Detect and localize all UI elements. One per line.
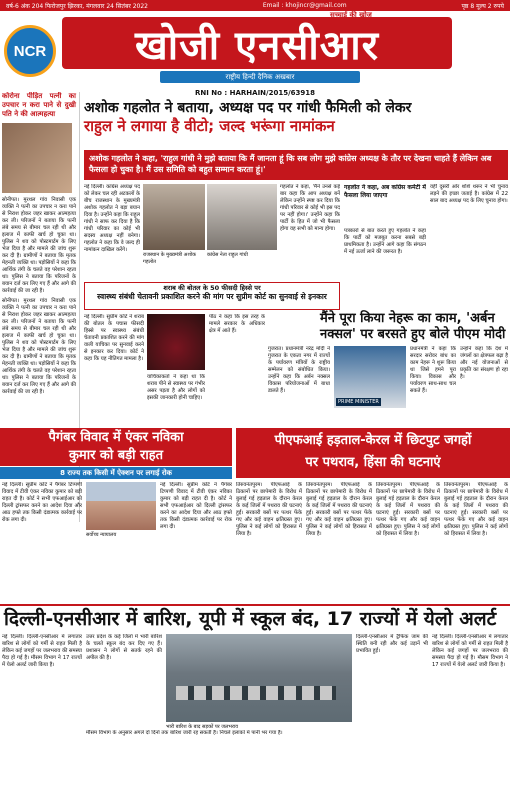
- modi-col2: प्रधानमंत्री ने कहा कि सरदार सरोवर बांध का काम नेहरू ने शुरू किया था जिसे हमने पूरा किया। विकास और पर्यावरण साथ-साथ चल सकते हैं।: [410, 346, 456, 394]
- navika-subheadline: 8 राज्य तक किसी में ऐक्शन पर लगाई रोक: [0, 467, 232, 479]
- photo-caption-1: राजस्थान के मुख्यमंत्री अशोक गहलोत: [143, 252, 196, 265]
- side-text-2: सोनीपत। मुरथल गांव निवासी एक व्यक्ति ने पत्नी का उपचार न करा पाने से निराश होकर जहर खाकर आत्महत्या कर ली। परिजनों ने बताया कि पत्नी लंबे समय से बीमार चल रही थी और इलाज में काफी खर्च हो चुका था। पुलिस ने शव को पोस्टमार्टम के लिए भेज दिया है और मामले की जांच शुरू कर दी है। ग्रामीणों ने बताया कि मृतक मेहनती व्यक्ति था। पड़ोसियों ने कहा कि आर्थिक तंगी के चलते वह परेशान रहता था। पुलिस ने बताया कि परिजनों के बयान दर्ज कर लिए गए हैं और आगे की कार्रवाई की जा रही है।: [2, 298, 76, 395]
- traffic-cars: [176, 686, 336, 700]
- supreme-court-photo: [86, 482, 156, 530]
- pfi-col4: तिरुवनंतपुरम। पीएफआई के ठिकानों पर छापेमारी के विरोध में बुलाई गई हड़ताल के दौरान केरल के कई जिलों में पथराव की घटनाएं हुईं। सरकारी बसों पर पत्थर फेंके गए और कई वाहन क्षतिग्रस्त हुए। पुलिस ने कई लोगों को हिरासत में लिया है।: [444, 482, 508, 537]
- modi-col1: गुजरात। प्रधानमंत्री नरेंद्र मोदी ने गुजरात के एकता नगर में राज्यों के पर्यावरण मंत्रियों के राष्ट्रीय सम्मेलन को संबोधित किया। उन्होंने कहा कि अर्बन नक्सल विकास परियोजनाओं में बाधा डालते हैं।: [268, 346, 330, 394]
- email-text: Email : khojincr@gmail.com: [262, 2, 347, 9]
- wine-glass-photo: [147, 314, 205, 370]
- issue-info: वर्ष-6 अंक 204 फिरोजपुर झिरका, मंगलवार 24 सितंबर 2022: [6, 2, 148, 10]
- flooded-road-photo: [166, 634, 352, 722]
- modi-photo: [334, 346, 406, 408]
- rni-number: RNI No : HARHAIN/2015/63918: [195, 89, 315, 97]
- weather-col4: दिल्ली-एनसीआर में ट्रैफिक जाम की स्थिति बनी रही और कई उड़ानें भी प्रभावित हुईं।: [356, 634, 428, 654]
- modi-headline: मैंने पूरा किया नेहरू का काम, 'अर्बन नक्सल' पर बरसते हुए बोले पीएम मोदी: [320, 311, 506, 342]
- flooded-road-caption: भारी बारिश के बाद सड़कों पर जलभराव: [166, 724, 239, 730]
- pfi-headline: [236, 428, 510, 478]
- alcohol-col2: याचिकाकर्ता ने कहा था कि शराब पीने से स्वास्थ्य पर गंभीर असर पड़ता है और लोगों को इसकी जानकारी होनी चाहिए।: [147, 374, 205, 401]
- weather-headline: दिल्ली-एनसीआर में बारिश, यूपी में स्कूल बंद, 17 राज्यों में येलो अलर्ट: [0, 604, 510, 630]
- weather-col2: उत्तर प्रदेश के कई जिलों में भारी बारिश के चलते स्कूल बंद कर दिए गए हैं। प्रशासन ने लोगों से सतर्क रहने की अपील की है।: [86, 634, 162, 661]
- alcohol-col1: नई दिल्ली। सुप्रीम कोर्ट ने शराब की बोतल के पचास फीसदी हिस्से पर स्वास्थ्य संबंधी चेतावनी प्रकाशित करने की मांग वाली याचिका पर सुनवाई करने से इनकार कर दिया। कोर्ट ने कहा कि यह नीतिगत मामला है।: [84, 314, 144, 362]
- story1-col4: वहीं दूसरी ओर शशि थरूर ने भी चुनाव लड़ने की इच्छा जताई है। कांग्रेस में 22 साल बाद अध्यक्ष पद के लिए चुनाव होगा।: [430, 184, 508, 204]
- modi-col3: उन्होंने कहा कि देश में जंगलों का क्षेत्रफल बढ़ा है और नई योजनाओं से प्रकृति का संरक्षण हो रहा है।: [460, 346, 508, 380]
- page-price: पृष्ठ 8 मूल्य 2 रुपये: [461, 2, 504, 10]
- story1-col2: गहलोत ने कहा, 'मैंने उनसे कई बार कहा कि आप अध्यक्ष बनें लेकिन उन्होंने स्पष्ट कर दिया कि गांधी परिवार से कोई भी इस पद पर नहीं होगा।' उन्होंने कहा कि पार्टी के हित में जो भी फैसला होगा वह सभी को मान्य होगा।: [280, 184, 340, 232]
- weather-col5: नई दिल्ली। दिल्ली-एनसीआर में लगातार बारिश से लोगों को गर्मी से राहत मिली है लेकिन कई जगहों पर जलभराव की समस्या पैदा हो गई है। मौसम विभाग ने 17 राज्यों में येलो अलर्ट जारी किया है।: [432, 634, 508, 668]
- pfi-col3: तिरुवनंतपुरम। पीएफआई के ठिकानों पर छापेमारी के विरोध में बुलाई गई हड़ताल के दौरान केरल के कई जिलों में पथराव की घटनाएं हुईं। सरकारी बसों पर पत्थर फेंके गए और कई वाहन क्षतिग्रस्त हुए। पुलिस ने कई लोगों को हिरासत में लिया है।: [376, 482, 440, 537]
- weather-col3: मौसम विभाग के अनुसार अगले दो दिनों तक बारिश जारी रह सकती है। निचले इलाकों में पानी भर गया है।: [86, 730, 283, 736]
- story1-col3: पत्रकारों से बात करते हुए गहलोत ने कहा कि पार्टी को मजबूत करना सबसे बड़ी प्राथमिकता है। उन्होंने आगे कहा कि संगठन में नई ऊर्जा लाने की जरूरत है।: [344, 228, 426, 255]
- gehlot-photo: [143, 184, 205, 250]
- lead-headline-line1: अशोक गहलोत ने बताया, अध्यक्ष पद पर गांधी फैमिली को लेकर: [84, 100, 412, 116]
- side-text: सोनीपत। मुरथल गांव निवासी एक व्यक्ति ने पत्नी का उपचार न करा पाने से निराश होकर जहर खाकर आत्महत्या कर ली। परिजनों ने बताया कि पत्नी लंबे समय से बीमार चल रही थी और इलाज में काफी खर्च हो चुका था। पुलिस ने शव को पोस्टमार्टम के लिए भेज दिया है और मामले की जांच शुरू कर दी है। ग्रामीणों ने बताया कि मृतक मेहनती व्यक्ति था। पड़ोसियों ने कहा कि आर्थिक तंगी के चलते वह परेशान रहता था। पुलिस ने बताया कि परिजनों के बयान दर्ज कर लिए गए हैं और आगे की कार्रवाई की जा रही है।: [2, 197, 76, 294]
- side-photo: [2, 123, 72, 193]
- supreme-court-caption: सर्वोच्च न्यायालय: [86, 532, 117, 538]
- story1-highlight: गहलोत ने कहा, अब कांग्रेस कमेटी में फैसला लिया जाएगा: [344, 184, 426, 199]
- sub-tagline: राष्ट्रीय हिन्दी दैनिक अखबार: [160, 71, 360, 83]
- story1-col1: नई दिल्ली। कांग्रेस अध्यक्ष पद को लेकर चल रही अटकलों के बीच राजस्थान के मुख्यमंत्री अशोक गहलोत ने बड़ा बयान दिया है। उन्होंने कहा कि राहुल गांधी ने साफ कर दिया है कि गांधी परिवार का कोई भी सदस्य अध्यक्ष नहीं बनेगा। गहलोत ने कहा कि वे जल्द ही नामांकन दाखिल करेंगे।: [84, 184, 140, 253]
- lead-story-headline: [84, 100, 506, 135]
- pfi-headline-line2: पर पथराव, हिंसा की घटनाएं: [305, 455, 441, 470]
- tagline: सच्चाई की खोज: [330, 11, 372, 19]
- navika-text-2: नई दिल्ली। सुप्रीम कोर्ट ने पैगंबर टिप्पणी विवाद में टीवी एंकर नविका कुमार को बड़ी राहत दी है। कोर्ट ने सभी एफआईआर को दिल्ली ट्रांसफर करने का आदेश दिया और आठ हफ्ते तक किसी दंडात्मक कार्रवाई पर रोक लगा दी।: [160, 482, 232, 530]
- navika-headline-line2: कुमार को बड़ी राहत: [68, 448, 164, 463]
- navika-text: नई दिल्ली। सुप्रीम कोर्ट ने पैगंबर टिप्पणी विवाद में टीवी एंकर नविका कुमार को बड़ी राहत दी है। कोर्ट ने सभी एफआईआर को दिल्ली ट्रांसफर करने का आदेश दिया और आठ हफ्ते तक किसी दंडात्मक कार्रवाई पर रोक लगा दी।: [2, 482, 82, 523]
- side-headline: कोरोना पीड़ित पत्नी का उपचार न करा पाने से दुखी पति ने की आत्महत्या: [2, 92, 76, 118]
- pfi-col2: तिरुवनंतपुरम। पीएफआई के ठिकानों पर छापेमारी के विरोध में बुलाई गई हड़ताल के दौरान केरल के कई जिलों में पथराव की घटनाएं हुईं। सरकारी बसों पर पत्थर फेंके गए और कई वाहन क्षतिग्रस्त हुए। पुलिस ने कई लोगों को हिरासत में लिया है।: [306, 482, 372, 537]
- prime-minister-badge: PRIME MINISTER: [338, 399, 379, 405]
- newspaper-title: खोजी एनसीआर: [62, 17, 452, 69]
- photo-caption-2: कांग्रेस नेता राहुल गांधी: [207, 252, 248, 258]
- navika-headline-line1: पैगंबर विवाद में एंकर नविका: [48, 430, 184, 445]
- pfi-headline-line1: पीएफआई हड़ताल-केरल में छिटपुट जगहों: [274, 433, 472, 448]
- navika-headline: [0, 428, 232, 466]
- top-info-bar: [0, 0, 510, 11]
- masthead: [0, 11, 510, 89]
- rahul-photo: [207, 184, 277, 250]
- weather-col1: नई दिल्ली। दिल्ली-एनसीआर में लगातार बारिश से लोगों को गर्मी से राहत मिली है लेकिन कई जगहों पर जलभराव की समस्या पैदा हो गई है। मौसम विभाग ने 17 राज्यों में येलो अलर्ट जारी किया है।: [2, 634, 82, 668]
- lead-quote: अशोक गहलोत ने कहा, 'राहुल गांधी ने मुझे बताया कि मैं जानता हूं कि सब लोग मुझे कांग्रेस अध्यक्ष के तौर पर देखना चाहते हैं लेकिन अब फैसला हो चुका है। मैं उस समिति को बहुत सम्मान करता हूं।': [84, 150, 508, 180]
- pfi-col1: तिरुवनंतपुरम। पीएफआई के ठिकानों पर छापेमारी के विरोध में बुलाई गई हड़ताल के दौरान केरल के कई जिलों में पथराव की घटनाएं हुईं। सरकारी बसों पर पत्थर फेंके गए और कई वाहन क्षतिग्रस्त हुए। पुलिस ने कई लोगों को हिरासत में लिया है।: [236, 482, 302, 537]
- alcohol-kicker: शराब की बोतल के 50 फीसदी हिस्से पर: [85, 283, 339, 292]
- alcohol-headline: स्वास्थ्य संबंधी चेतावनी प्रकाशित करने की मांग पर सुप्रीम कोर्ट का सुनवाई से इनकार: [97, 292, 327, 301]
- alcohol-col3: पीठ ने कहा कि इस तरह के मामले सरकार के अधिकार क्षेत्र में आते हैं।: [209, 314, 265, 334]
- alcohol-headline-box: [84, 282, 340, 310]
- lead-headline-line2: राहुल ने लगाया है वीटो; जल्द भरूंगा नामांकन: [84, 117, 335, 135]
- ncr-logo: NCR: [4, 25, 56, 77]
